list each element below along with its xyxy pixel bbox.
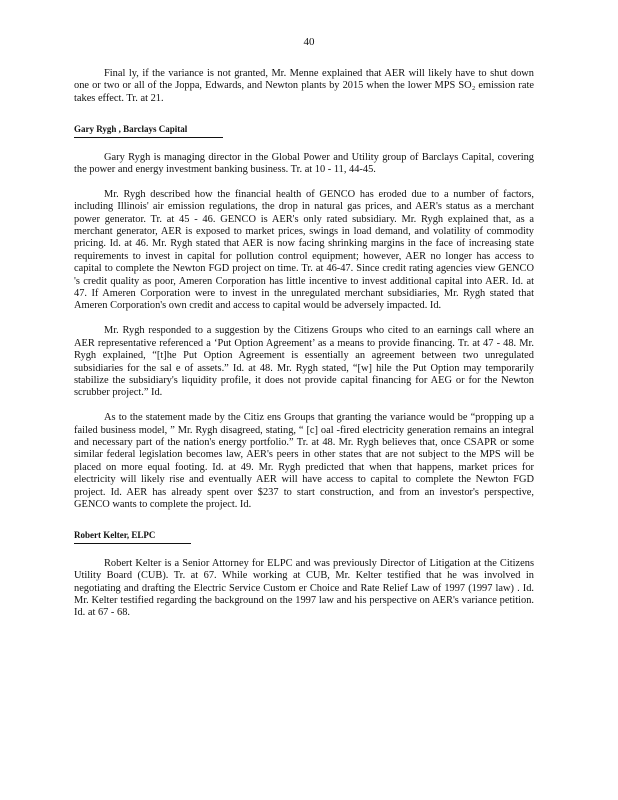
section-heading-robert-kelter xyxy=(74,529,534,543)
heading-label: Robert Kelter, ELPC xyxy=(74,529,191,543)
section-heading-gary-rygh xyxy=(74,123,534,137)
paragraph-rygh-intro: Gary Rygh is managing director in the Global Power and Utility group of Barclays Capital, covering the power and energy investment banking business. Tr. at 10 - 11, 44-45. xyxy=(74,151,534,176)
paragraph-kelter-intro: Robert Kelter is a Senior Attorney for ELPC and was previously Director of Litigation at the Citizens Utility Board (CUB). Tr. at 67. While working at CUB, Mr. Kelter testified that he was involved in negotiating and drafting the Electric Service Custom er Choice and Rate Relief Law of 1997 (1997 law) . Id. Mr. Kelter testified regarding the background on the 1997 law and his perspective on AER's variance petition. Id. at 67 - 68. xyxy=(74,557,534,619)
paragraph-rygh-genco-health: Mr. Rygh described how the financial health of GENCO has eroded due to a number of factors, including Illinois' air emission regulations, the drop in natural gas prices, and AER's status as a merchant power generator. Tr. at 45 - 46. GENCO is AER's only rated subsidiary. Mr. Rygh explained that, as a merchant generator, AER is exposed to market prices, swings in load demand, and volatility of commodity pricing. Id. at 46. Mr. Rygh stated that AER is now facing shrinking margins in the face of increasing state requirements to invest in capital for pollution control equipment; however, AER no longer has access to capital to complete the Newton FGD project on time. Tr. at 46-47. Since credit rating agencies view GENCO 's credit quality as poor, Ameren Corporation has little incentive to invest additional capital into AER. Id. at 47. If Ameren Corporation were to invest in the unregulated merchant subsidiaries, Mr. Rygh stated that Ameren Corporation's own credit and access to capital would be adversely impacted. Id. xyxy=(74,188,534,312)
page-number: 40 xyxy=(303,36,315,48)
paragraph-rygh-business-model: As to the statement made by the Citiz ens Groups that granting the variance would be “propping up a failed business model, ” Mr. Rygh disagreed, stating, “ [c] oal -fired electricity generation remains an integral and necessary part of the nation's energy portfolio.” Tr. at 48. Mr. Rygh believes that, once CSAPR or some similar federal legislation becomes law, AER's peers in other states that are not subject to the MPS will be placed on more equal footing. Id. at 49. Mr. Rygh predicted that when that happens, market prices for electricity will likely rise and eventually AER will have access to capital to complete the Newton FGD project. Id. AER has already spent over $237 to start construction, and from an investor's perspective, GENCO wants to complete the project. Id. xyxy=(74,412,534,510)
paragraph-rygh-put-option: Mr. Rygh responded to a suggestion by the Citizens Groups who cited to an earnings call where an AER representative referenced a ‘Put Option Agreement’ as a means to provide financing. Tr. at 47 - 48. Mr. Rygh explained, “[t]he Put Option Agreement is essentially an agreement between two unregulated subsidiaries for the sal e of assets.” Id. at 48. Mr. Rygh stated, “[w] hile the Put Option may temporarily stabilize the subsidiary's liquidity profile, it does not provide capital financing for AEG or for the Newton scrubber project.” Id. xyxy=(74,325,534,399)
paragraph-variance-shutdown: Final ly, if the variance is not granted, Mr. Menne explained that AER will likely have to shut down one or two or all of the Joppa, Edwards, and Newton plants by 2015 when the lower MPS SO₂ emission rate takes effect. Tr. at 21. xyxy=(74,68,534,104)
document-body xyxy=(74,68,534,632)
heading-label: Gary Rygh , Barclays Capital xyxy=(74,123,223,137)
